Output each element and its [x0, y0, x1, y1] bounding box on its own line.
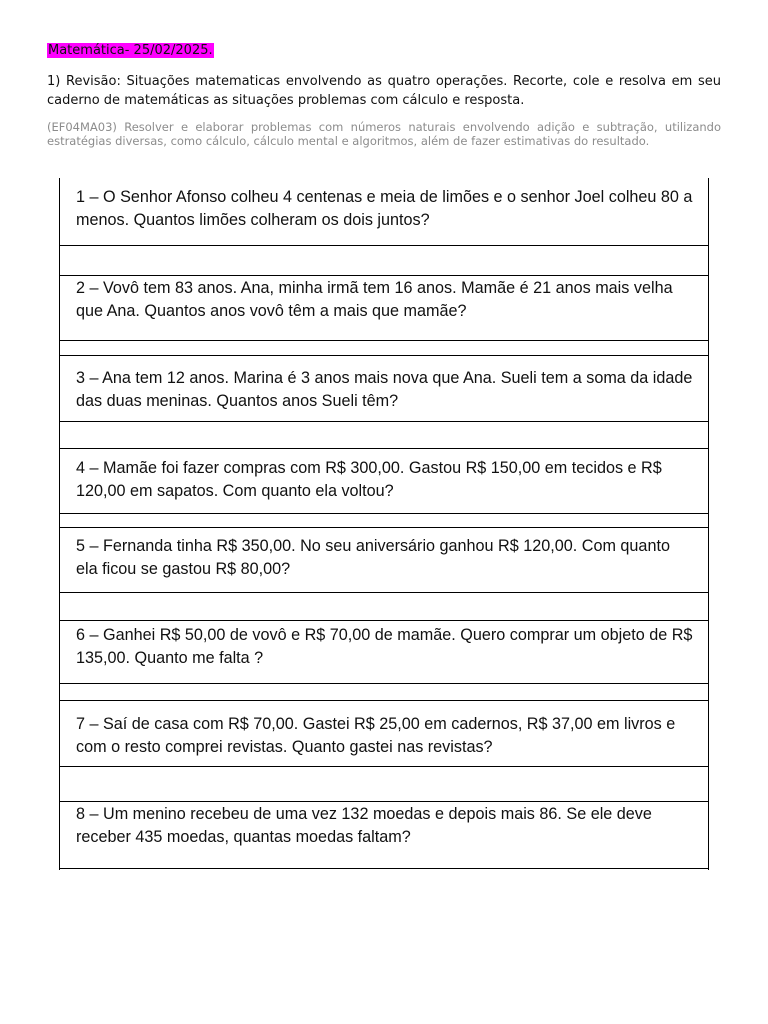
- row-divider: [60, 513, 708, 514]
- instructions-paragraph: 1) Revisão: Situações matematicas envolvendo as quatro operações. Recorte, cole e resolva em seu caderno de matemáticas as situações problemas com cálculo e resposta.: [47, 74, 721, 108]
- row-divider: [60, 592, 708, 593]
- row-divider: [60, 355, 708, 356]
- question-2: 2 – Vovô tem 83 anos. Ana, minha irmã tem 16 anos. Mamãe é 21 anos mais velha que Ana. Quantos anos vovô têm a mais que mamãe?: [76, 279, 673, 320]
- question-4: 4 – Mamãe foi fazer compras com R$ 300,00. Gastou R$ 150,00 em tecidos e R$ 120,00 em sapatos. Com quanto ela voltou?: [76, 459, 662, 500]
- row-divider: [60, 766, 708, 767]
- row-divider: [60, 340, 708, 341]
- page-title: Matemática- 25/02/2025.: [48, 43, 213, 58]
- question-7: 7 – Saí de casa com R$ 70,00. Gastei R$ 25,00 em cadernos, R$ 37,00 em livros e com o resto comprei revistas. Quanto gastei nas revistas?: [76, 715, 676, 756]
- question-6: 6 – Ganhei R$ 50,00 de vovô e R$ 70,00 de mamãe. Quero comprar um objeto de R$ 135,00. Quanto me falta ?: [76, 626, 693, 667]
- question-3: 3 – Ana tem 12 anos. Marina é 3 anos mais nova que Ana. Sueli tem a soma da idade das duas meninas. Quantos anos Sueli têm?: [76, 369, 693, 410]
- question-1: 1 – O Senhor Afonso colheu 4 centenas e meia de limões e o senhor Joel colheu 80 a menos. Quantos limões colheram os dois juntos?: [76, 188, 693, 229]
- row-divider: [60, 275, 708, 276]
- question-5: 5 – Fernanda tinha R$ 350,00. No seu aniversário ganhou R$ 120,00. Com quanto ela ficou se gastou R$ 80,00?: [76, 537, 670, 578]
- row-divider: [60, 868, 708, 869]
- row-divider: [60, 421, 708, 422]
- skill-code-paragraph: (EF04MA03) Resolver e elaborar problemas com números naturais envolvendo adição e subtração, utilizando estratégias diversas, como cálculo, cálculo mental e algoritmos, além de fazer estimativas do resultado.: [47, 120, 721, 148]
- questions-table: [59, 178, 709, 870]
- row-divider: [60, 683, 708, 684]
- row-divider: [60, 700, 708, 701]
- row-divider: [60, 527, 708, 528]
- row-divider: [60, 245, 708, 246]
- question-8: 8 – Um menino recebeu de uma vez 132 moedas e depois mais 86. Se ele deve receber 435 moedas, quantas moedas faltam?: [76, 805, 652, 846]
- row-divider: [60, 801, 708, 802]
- row-divider: [60, 448, 708, 449]
- row-divider: [60, 620, 708, 621]
